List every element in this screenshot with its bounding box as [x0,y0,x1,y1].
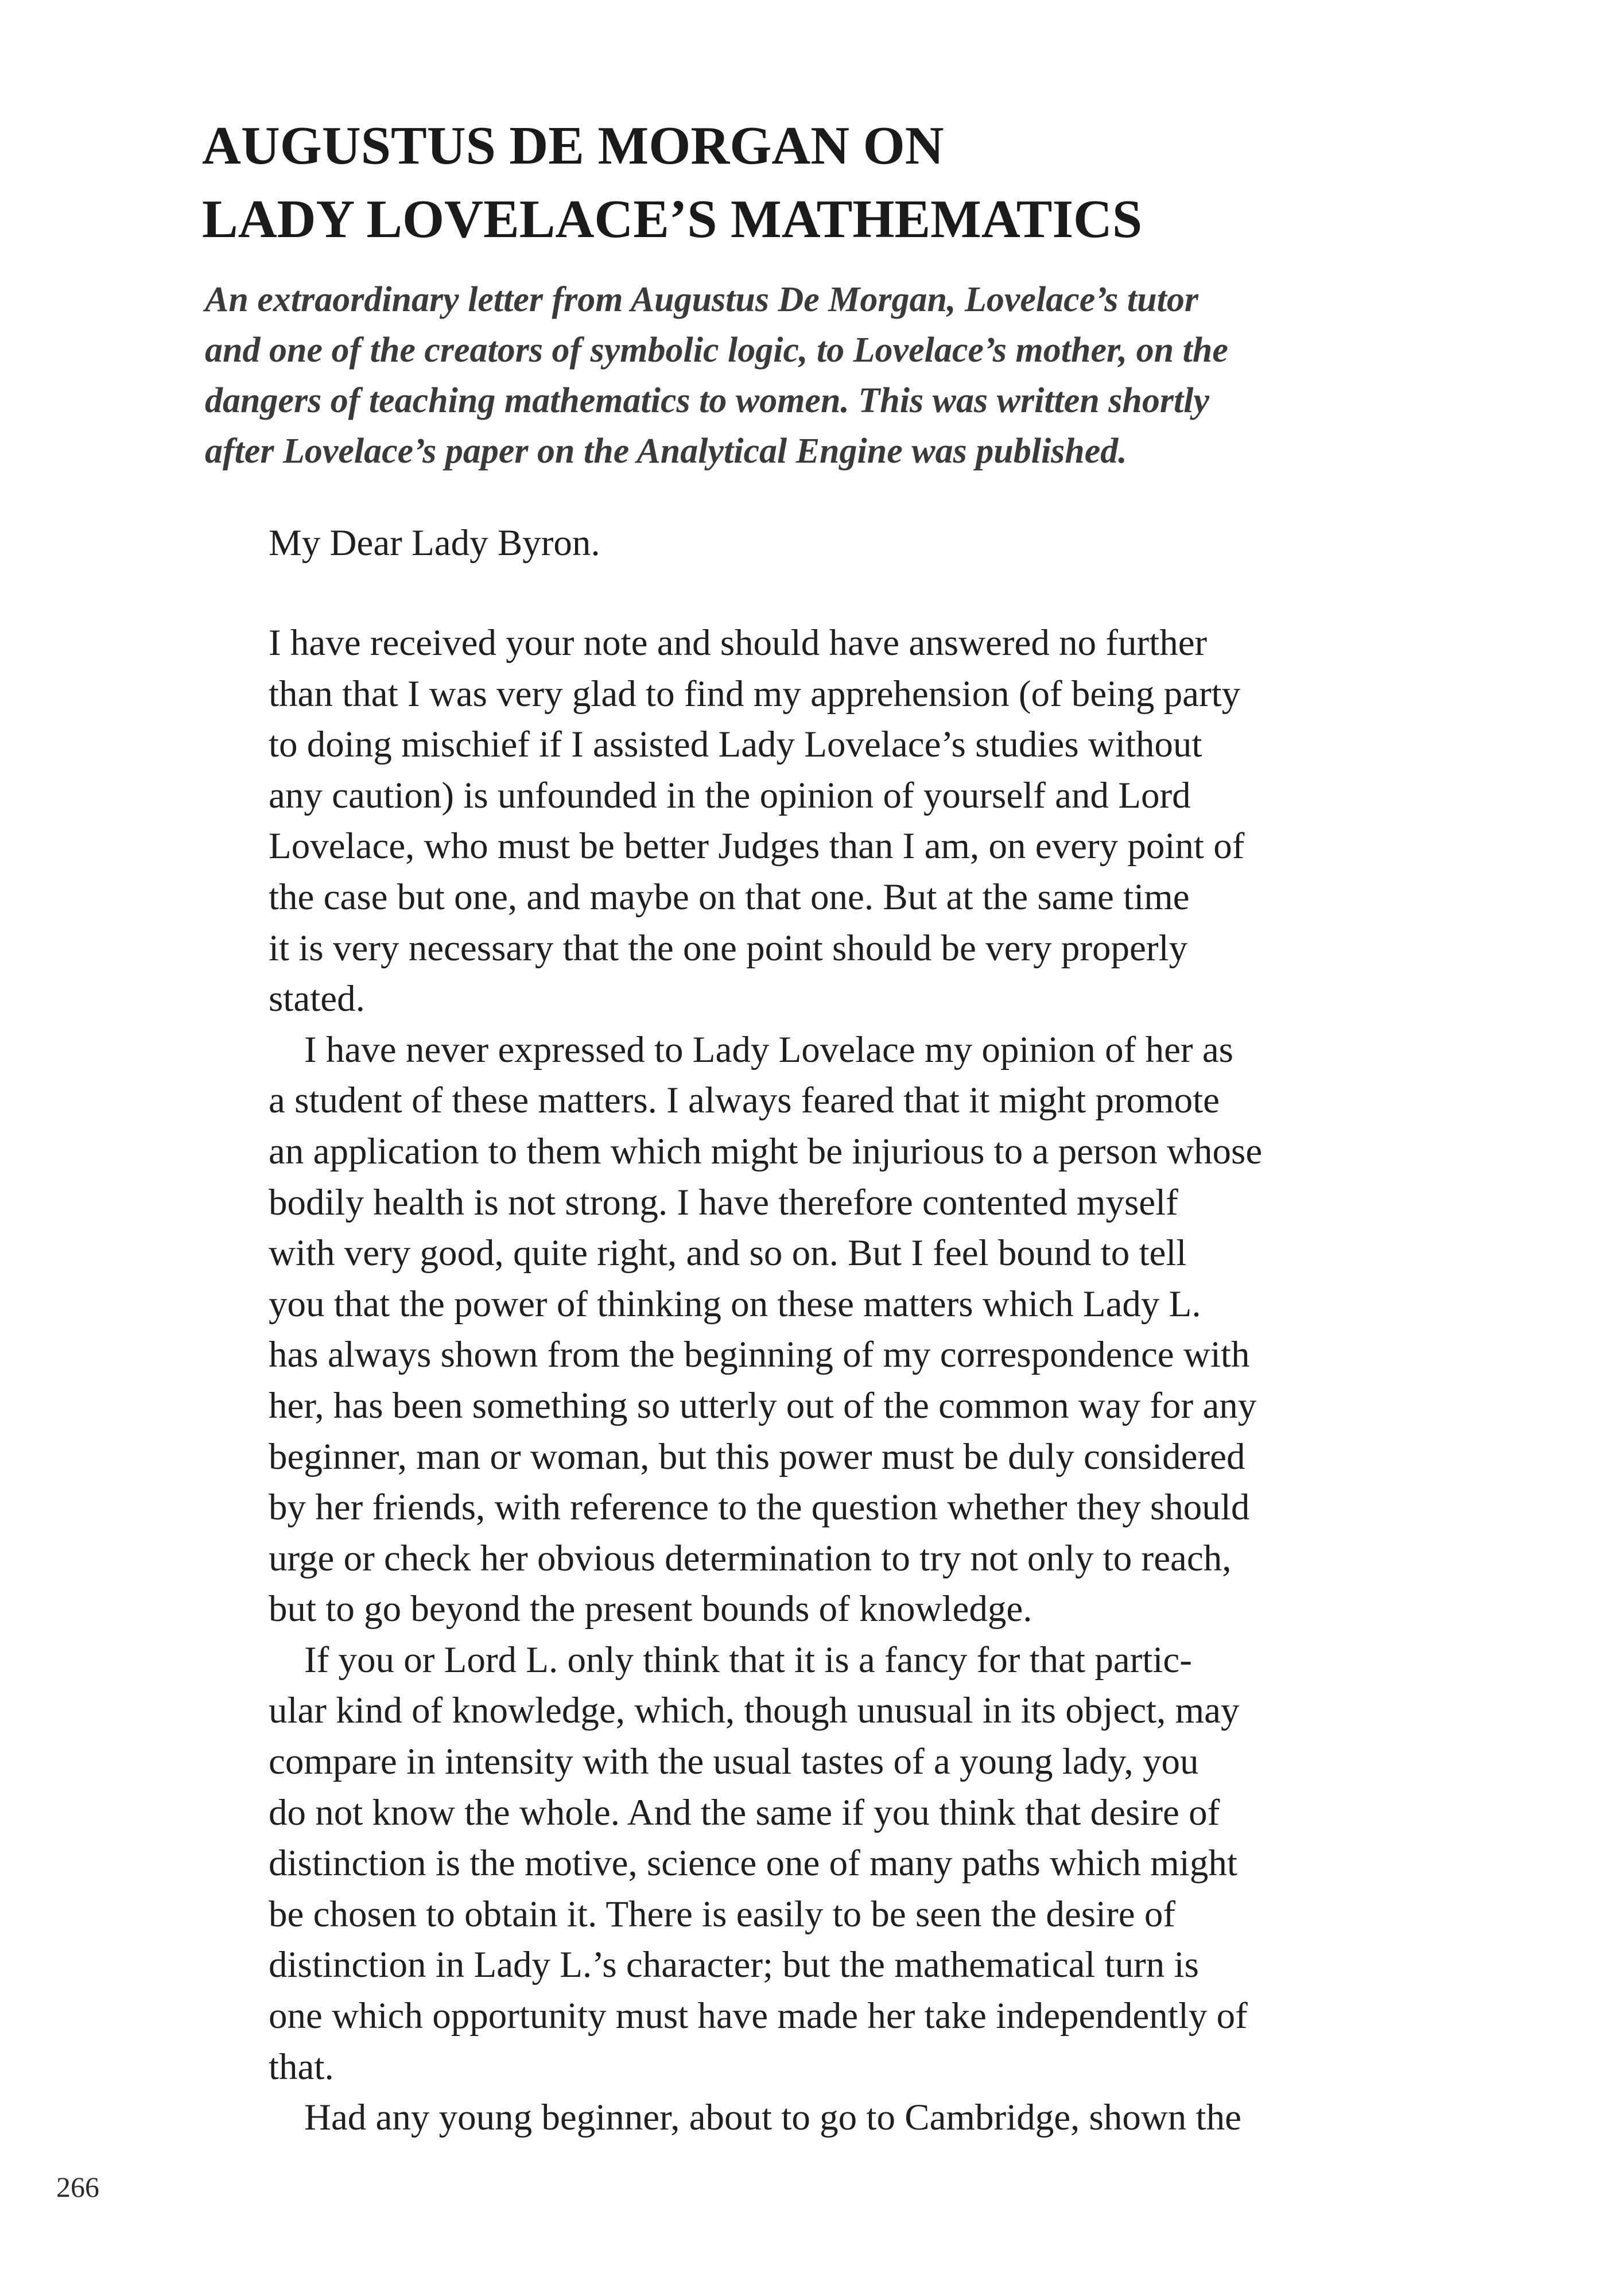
letter-line: the case but one, and maybe on that one. But at the same time [269,876,1190,918]
introduction-line: dangers of teaching mathematics to women. This was written shortly [205,381,1209,420]
letter-body [269,618,1393,2143]
salutation: My Dear Lady Byron. [269,522,600,564]
title-line: LADY LOVELACE’S MATHEMATICS [202,189,1143,249]
introduction-line: and one of the creators of symbolic logic, to Lovelace’s mother, on the [205,331,1228,370]
page-title [202,109,1465,256]
introduction-line: An extraordinary letter from Augustus De Morgan, Lovelace’s tutor [205,280,1198,319]
introduction [205,274,1410,476]
letter-line: Lovelace, who must be better Judges than I am, on every point of [269,825,1245,867]
letter-line: stated. [269,978,365,1020]
letter-line: by her friends, with reference to the question whether they should [269,1487,1250,1529]
letter-line: an application to them which might be injurious to a person whose [269,1130,1263,1172]
letter-line: than that I was very glad to find my apprehension (of being party [269,673,1241,715]
letter-line: that. [269,2046,334,2088]
letter-line: urge or check her obvious determination to try not only to reach, [269,1537,1232,1579]
letter-line: her, has been something so utterly out of the common way for any [269,1384,1257,1426]
letter-line: a student of these matters. I always feared that it might promote [269,1080,1220,1122]
letter-line: with very good, quite right, and so on. But I feel bound to tell [269,1232,1187,1274]
letter-line: bodily health is not strong. I have therefore contented myself [269,1181,1178,1223]
letter-line: to doing mischief if I assisted Lady Lovelace’s studies without [269,724,1202,766]
page-number: 266 [56,2171,99,2203]
letter-line: be chosen to obtain it. There is easily to be seen the desire of [269,1893,1175,1935]
letter-line: I have never expressed to Lady Lovelace my opinion of her as [304,1029,1233,1071]
letter-line: it is very necessary that the one point should be very properly [269,927,1188,969]
letter-line: distinction in Lady L.’s character; but the mathematical turn is [269,1944,1199,1986]
letter-line: but to go beyond the present bounds of knowledge. [269,1588,1032,1630]
letter-line: ular kind of knowledge, which, though unusual in its object, may [269,1690,1240,1732]
letter-line: has always shown from the beginning of my correspondence with [269,1334,1250,1376]
letter-line: any caution) is unfounded in the opinion of yourself and Lord [269,774,1191,816]
letter-line: beginner, man or woman, but this power must be duly considered [269,1436,1245,1477]
letter-line: compare in intensity with the usual tastes of a young lady, you [269,1741,1199,1783]
letter-line: do not know the whole. And the same if you think that desire of [269,1791,1220,1833]
letter-line: one which opportunity must have made her take independently of [269,1995,1248,2037]
letter-line: Had any young beginner, about to go to Cambridge, shown the [304,2097,1241,2139]
title-line: AUGUSTUS DE MORGAN ON [202,116,944,176]
letter-line: If you or Lord L. only think that it is a fancy for that partic- [304,1639,1192,1681]
letter-line: I have received your note and should have answered no further [269,622,1208,664]
letter-line: distinction is the motive, science one of many paths which might [269,1843,1237,1884]
letter-line: you that the power of thinking on these matters which Lady L. [269,1283,1201,1325]
introduction-line: after Lovelace’s paper on the Analytical Engine was published. [205,432,1127,471]
